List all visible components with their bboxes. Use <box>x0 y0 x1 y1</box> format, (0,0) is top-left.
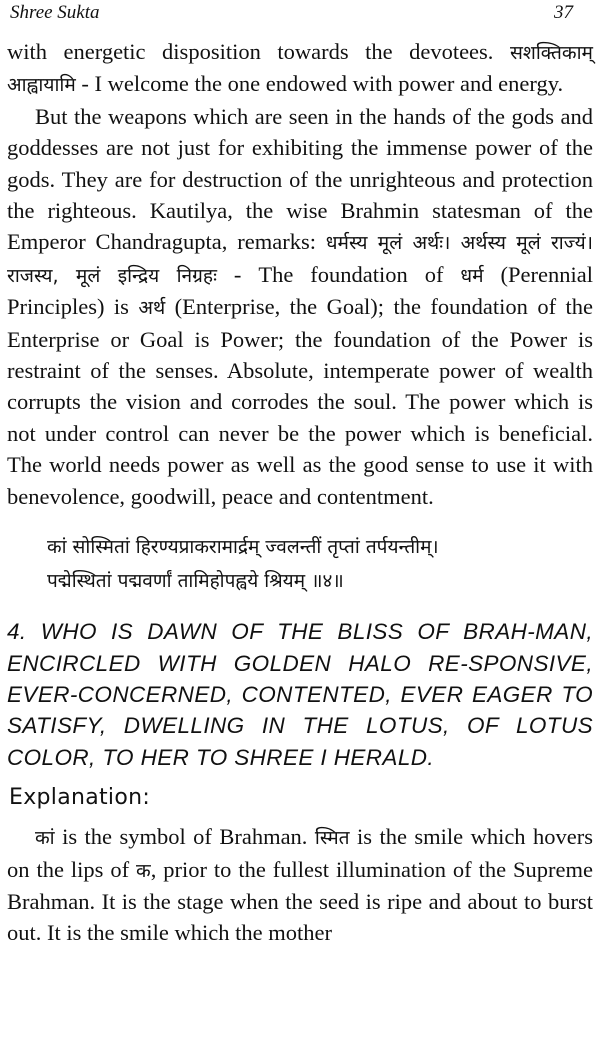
paragraph-text: with energetic disposition towards the devotees. <box>7 39 510 64</box>
paragraph-text: - The foundation of <box>216 261 461 287</box>
paragraph-energetic-disposition <box>7 36 593 101</box>
running-title: Shree Sukta <box>10 2 100 23</box>
sanskrit-term: कां <box>35 826 55 850</box>
page-number: 37 <box>554 2 573 23</box>
verse-line-1: कां सोस्मितां हिरण्यप्राकरामार्द्रम् ज्वलन्तीं तृप्तां तर्पयन्तीम्। <box>47 536 439 559</box>
paragraph-text: But the weapons which are seen in the hands of the gods and goddesses are not just for exhibiting the immense power of the gods. They are for destruction of the unrighteous and protection the righteous. Kautilya, the wise Brahmin statesman of the Emperor Chandragupta, remarks: <box>7 103 593 255</box>
verse-translation: 4. WHO IS DAWN OF THE BLISS OF BRAH-MAN, ENCIRCLED WITH GOLDEN HALO RE-SPONSIVE, EVER-CONCERNED, CONTENTED, EVER EAGER TO SATISFY, DWELLING IN THE LOTUS, OF LOTUS COLOR, TO HER TO SHREE I HERALD. <box>7 619 593 770</box>
explanation-heading: Explanation: <box>9 785 151 811</box>
sanskrit-term: स्मित <box>314 826 350 850</box>
sanskrit-term: धर्म <box>460 263 484 287</box>
running-head <box>7 0 593 30</box>
sanskrit-term: सशक्तिकाम् आह्वायामि <box>7 41 593 97</box>
sanskrit-term: अर्थ <box>138 296 166 320</box>
paragraph-text: (Perennial Principles) is <box>7 261 594 320</box>
sanskrit-verse <box>7 530 593 598</box>
paragraph-explanation <box>7 821 593 949</box>
paragraph-text: - I welcome the one endowed with power and energy. <box>75 71 564 97</box>
paragraph-text: is the symbol of Brahman. <box>54 824 315 850</box>
verse-line-2: पद्मेस्थितां पद्मवर्णां तामिहोपह्वये श्रियम् ॥४॥ <box>47 570 344 593</box>
paragraph-text: (Enterprise, the Goal); the foundation of the Enterprise or Goal is Power; the foundation of the Power is restraint of the senses. Absolute, intemperate power of wealth corrupts the vision and corrodes the soul. The power which is not under control can never be the power which is beneficial. The world needs power as well as the good sense to use it with benevolence, goodwill, peace and contentment. <box>7 294 593 509</box>
paragraph-weapons <box>7 101 593 512</box>
paragraph-text: is the smile which hovers on the lips of <box>7 824 593 882</box>
sanskrit-term: क <box>136 858 151 882</box>
sanskrit-quote: धर्मस्य मूलं अर्थः। अर्थस्य मूलं राज्यं। राजस्य, मूलं इन्द्रिय निग्रहः <box>7 231 593 287</box>
paragraph-text: , prior to the fullest illumination of the Supreme Brahman. It is the stage when the seed is ripe and about to burst out. It is the smile which the mother <box>7 856 593 946</box>
